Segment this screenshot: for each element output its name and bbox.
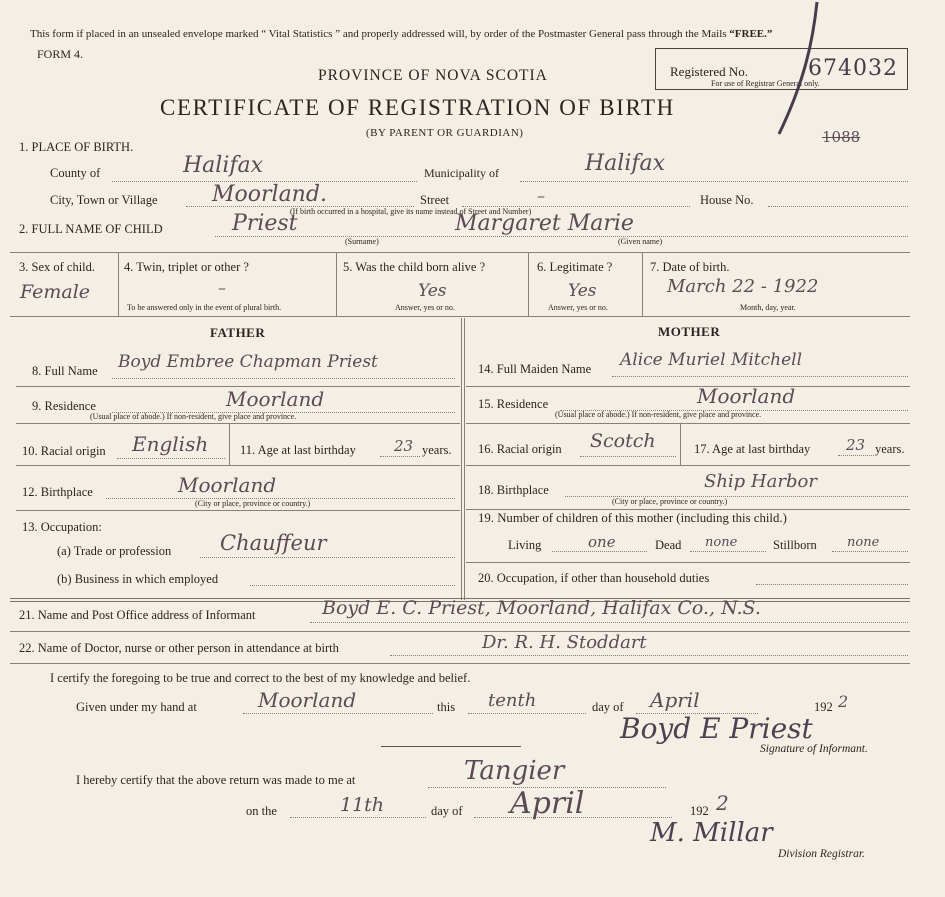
given-year-suffix: 2 (838, 692, 849, 711)
house-number-label: House No. (700, 193, 754, 207)
living-line (552, 551, 647, 552)
registered-label: Registered No. (670, 64, 748, 79)
hospital-note: (If birth occurred in a hospital, give its name instead of Street and Number) (290, 207, 532, 216)
father-age-line (380, 456, 420, 457)
born-alive-note: Answer, yes or no. (395, 303, 455, 312)
informant-value: Boyd E. C. Priest, Moorland, Halifax Co., N.S. (322, 597, 761, 619)
business-line (250, 585, 455, 586)
doctor-label: 22. Name of Doctor, nurse or other person in attendance at birth (19, 641, 339, 655)
twin-value: – (218, 278, 226, 297)
mother-row-rule-1 (466, 386, 910, 387)
sex-value: Female (20, 281, 91, 303)
registrar-statement: I hereby certify that the above return was made to me at (76, 773, 356, 787)
section-rule-3 (10, 663, 910, 664)
father-row-rule-2 (16, 423, 460, 424)
registered-note: For use of Registrar General only. (711, 79, 820, 88)
form-number: FORM 4. (37, 47, 84, 61)
mother-heading: MOTHER (658, 324, 721, 339)
mother-birthplace-value: Ship Harbor (704, 471, 817, 492)
registrar-day-line (290, 817, 426, 818)
registrar-day-value: 11th (340, 794, 385, 816)
mother-age-divider (680, 423, 681, 465)
row3-bottom-rule (10, 316, 910, 317)
city-value: Moorland. (212, 182, 327, 207)
trade-label: (a) Trade or profession (57, 544, 172, 558)
registrar-place-value: Tangier (464, 756, 565, 786)
given-year-prefix: 192 (814, 700, 833, 714)
section-rule-2 (10, 631, 910, 632)
father-residence-label: 9. Residence (32, 399, 96, 413)
given-under-hand-label: Given under my hand at (76, 700, 197, 714)
trade-line (200, 557, 455, 558)
child-name-label: 2. FULL NAME OF CHILD (19, 222, 163, 236)
mother-racial-line (580, 456, 676, 457)
legitimate-note: Answer, yes or no. (548, 303, 608, 312)
father-age-value: 23 (394, 437, 414, 455)
father-age-label: 11. Age at last birthday (240, 443, 356, 457)
mother-residence-label: 15. Residence (478, 397, 549, 411)
registrar-month-value: April (510, 786, 585, 821)
business-label: (b) Business in which employed (57, 572, 219, 586)
row3-divider-1 (118, 252, 119, 316)
this-day-value: tenth (488, 690, 537, 711)
father-row-rule-3 (16, 465, 460, 466)
mother-age-years: years. (875, 442, 905, 456)
informant-signature-caption: Signature of Informant. (760, 743, 868, 755)
municipality-label: Municipality of (424, 166, 499, 180)
row3-divider-3 (528, 252, 529, 316)
place-of-birth-heading: 1. PLACE OF BIRTH. (19, 140, 134, 154)
sex-label: 3. Sex of child. (19, 260, 96, 274)
stillborn-line (832, 551, 908, 552)
mother-residence-note: (Usual place of abode.) If non-resident, give place and province. (555, 410, 762, 419)
county-value: Halifax (183, 153, 264, 178)
dead-value: none (705, 535, 738, 550)
municipality-value: Halifax (585, 151, 666, 176)
struck-number: 1088 (822, 128, 861, 146)
center-double-rule-b (464, 318, 465, 600)
this-day-line (468, 713, 586, 714)
legitimate-value: Yes (568, 281, 597, 301)
father-residence-value: Moorland (226, 387, 325, 411)
mother-row-rule-3 (466, 465, 910, 466)
informant-signature: Boyd E Priest (620, 712, 813, 745)
date-of-birth-value: March 22 - 1922 (667, 276, 819, 297)
father-racial-label: 10. Racial origin (22, 444, 106, 458)
surname-caption: (Surname) (345, 237, 379, 246)
father-birthplace-label: 12. Birthplace (22, 485, 93, 499)
father-name-value: Boyd Embree Chapman Priest (118, 352, 378, 372)
registrar-caption: Division Registrar. (778, 848, 865, 860)
row3-top-rule (10, 252, 910, 253)
mother-birthplace-label: 18. Birthplace (478, 483, 549, 497)
father-age-years: years. (422, 443, 452, 457)
street-value: – (537, 186, 545, 205)
child-given-name-value: Margaret Marie (455, 211, 634, 236)
day-of-label: day of (592, 700, 624, 714)
mother-row-rule-4 (466, 509, 910, 510)
doctor-value: Dr. R. H. Stoddart (482, 632, 647, 653)
mother-racial-label: 16. Racial origin (478, 442, 562, 456)
informant-line (310, 622, 908, 623)
mother-name-label: 14. Full Maiden Name (478, 362, 592, 376)
father-birthplace-value: Moorland (178, 473, 277, 497)
date-of-birth-note: Month, day, year. (740, 303, 796, 312)
registrar-slash-mark (765, 0, 825, 140)
on-the-label: on the (246, 804, 277, 818)
stillborn-label: Stillborn (773, 538, 817, 552)
father-racial-value: English (132, 432, 209, 456)
postal-notice (30, 28, 772, 40)
father-occupation-label: 13. Occupation: (22, 520, 102, 534)
mother-racial-value: Scotch (590, 430, 656, 452)
registrar-day-of-label: day of (431, 804, 463, 818)
mother-row-rule-2 (466, 423, 910, 424)
mother-row-rule-5 (466, 562, 910, 563)
dead-line (690, 551, 766, 552)
given-month-value: April (650, 688, 700, 712)
dead-label: Dead (655, 538, 682, 552)
twin-note: To be answered only in the event of plural birth. (127, 303, 282, 312)
born-alive-value: Yes (418, 281, 447, 301)
registrar-signature: M. Millar (650, 818, 773, 848)
father-birthplace-note: (City or place, province or country.) (195, 499, 311, 508)
living-value: one (588, 533, 616, 551)
mother-occupation-label: 20. Occupation, if other than household duties (478, 571, 710, 585)
father-age-divider (229, 423, 230, 465)
child-name-line (215, 236, 908, 237)
given-place-line (243, 713, 433, 714)
street-label: Street (420, 193, 450, 207)
postal-notice-text: This form if placed in an unsealed envelope marked “ Vital Statistics ” and properly addressed will, by order of the Postmaster General pass through the Mails (30, 28, 727, 40)
registrar-year-prefix: 192 (690, 804, 709, 818)
living-label: Living (508, 538, 542, 552)
date-of-birth-label: 7. Date of birth. (650, 260, 730, 274)
mother-age-line (838, 455, 874, 456)
twin-label: 4. Twin, triplet or other ? (124, 260, 249, 274)
province-heading: PROVINCE OF NOVA SCOTIA (318, 67, 548, 84)
legitimate-label: 6. Legitimate ? (537, 260, 613, 274)
given-place-value: Moorland (258, 688, 357, 712)
registered-number-value: 674032 (808, 56, 898, 81)
born-alive-label: 5. Was the child born alive ? (343, 260, 486, 274)
certificate-subtitle: (BY PARENT OR GUARDIAN) (366, 127, 524, 139)
given-name-caption: (Given name) (618, 237, 663, 246)
city-label: City, Town or Village (50, 193, 158, 207)
doctor-line (390, 655, 908, 656)
stillborn-value: none (847, 535, 880, 550)
county-label: County of (50, 166, 101, 180)
municipality-line (520, 181, 908, 182)
registrar-year-suffix: 2 (716, 791, 729, 815)
father-residence-note: (Usual place of abode.) If non-resident, give place and province. (90, 412, 297, 421)
certify-separator (381, 746, 521, 747)
center-double-rule-a (461, 318, 462, 600)
mother-residence-value: Moorland (697, 384, 796, 408)
free-mark: “FREE.” (729, 28, 773, 40)
children-count-label: 19. Number of children of this mother (including this child.) (478, 511, 787, 525)
certificate-title: CERTIFICATE OF REGISTRATION OF BIRTH (160, 95, 675, 120)
informant-label: 21. Name and Post Office address of Informant (19, 608, 256, 622)
row3-divider-4 (642, 252, 643, 316)
mother-occupation-line (756, 584, 908, 585)
house-number-line (768, 206, 908, 207)
mother-age-label: 17. Age at last birthday (694, 442, 811, 456)
trade-value: Chauffeur (220, 531, 327, 555)
mother-name-line (612, 376, 908, 377)
certify-statement: I certify the foregoing to be true and correct to the best of my knowledge and belief. (50, 671, 471, 685)
mother-birthplace-note: (City or place, province or country.) (612, 497, 728, 506)
this-label: this (437, 700, 456, 714)
mother-age-value: 23 (846, 436, 866, 454)
row3-divider-2 (336, 252, 337, 316)
father-name-line (112, 378, 455, 379)
father-heading: FATHER (210, 325, 266, 340)
father-name-label: 8. Full Name (32, 364, 98, 378)
father-racial-line (117, 458, 225, 459)
mother-name-value: Alice Muriel Mitchell (620, 350, 803, 370)
child-surname-value: Priest (232, 211, 298, 236)
father-row-rule-4 (16, 510, 460, 511)
